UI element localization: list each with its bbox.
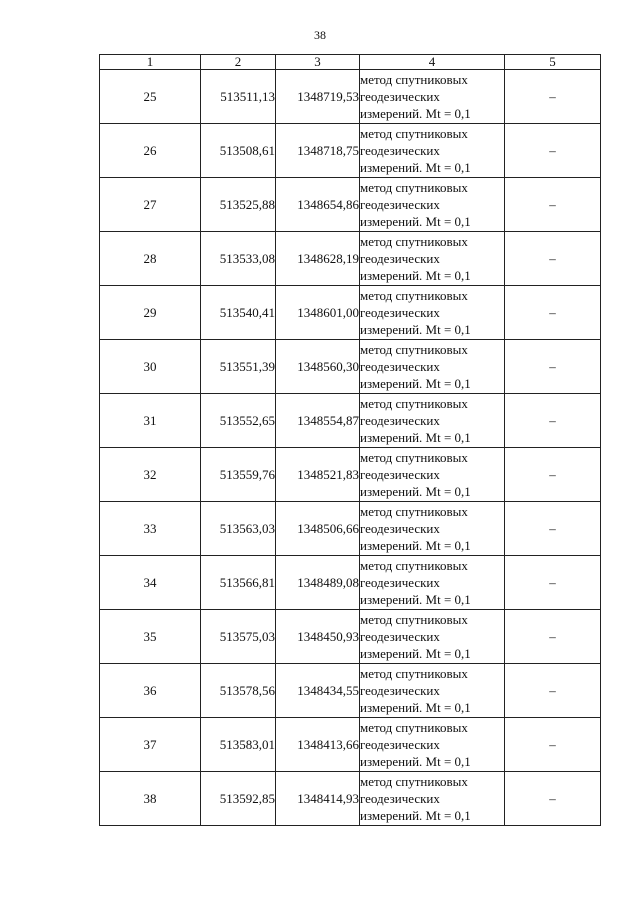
method-line-2: геодезических [360,791,440,806]
coordinate-y: 1348601,00 [276,286,360,340]
note-dash: – [505,718,601,772]
table-row [100,664,601,718]
point-number: 25 [100,70,201,124]
method-description [360,556,505,610]
header-col-4: 4 [360,55,505,70]
point-number: 30 [100,340,201,394]
note-dash: – [505,286,601,340]
coordinate-x: 513533,08 [201,232,276,286]
method-line-3: измерений. Mt = 0,1 [360,322,471,337]
coordinate-y: 1348628,19 [276,232,360,286]
method-line-2: геодезических [360,737,440,752]
method-line-1: метод спутниковых [360,720,468,735]
coordinate-y: 1348489,08 [276,556,360,610]
table-body [100,70,601,826]
method-description [360,178,505,232]
note-dash: – [505,340,601,394]
point-number: 35 [100,610,201,664]
table-row [100,448,601,502]
header-col-2: 2 [201,55,276,70]
note-dash: – [505,556,601,610]
table-row [100,718,601,772]
method-line-2: геодезических [360,683,440,698]
coordinate-y: 1348654,86 [276,178,360,232]
method-line-1: метод спутниковых [360,774,468,789]
method-line-3: измерений. Mt = 0,1 [360,808,471,823]
method-line-2: геодезических [360,89,440,104]
method-line-2: геодезических [360,143,440,158]
method-line-3: измерений. Mt = 0,1 [360,430,471,445]
method-line-1: метод спутниковых [360,288,468,303]
note-dash: – [505,610,601,664]
coordinate-y: 1348554,87 [276,394,360,448]
note-dash: – [505,772,601,826]
method-description [360,70,505,124]
coordinate-x: 513592,85 [201,772,276,826]
method-line-1: метод спутниковых [360,342,468,357]
method-description [360,610,505,664]
point-number: 32 [100,448,201,502]
table-row [100,502,601,556]
method-line-1: метод спутниковых [360,396,468,411]
table-row [100,124,601,178]
table-header [100,55,601,70]
method-description [360,286,505,340]
point-number: 26 [100,124,201,178]
method-line-2: геодезических [360,197,440,212]
method-line-1: метод спутниковых [360,450,468,465]
note-dash: – [505,70,601,124]
coordinate-x: 513511,13 [201,70,276,124]
method-line-3: измерений. Mt = 0,1 [360,214,471,229]
coordinate-x: 513525,88 [201,178,276,232]
method-line-3: измерений. Mt = 0,1 [360,160,471,175]
table-row [100,178,601,232]
note-dash: – [505,394,601,448]
point-number: 37 [100,718,201,772]
coordinate-x: 513578,56 [201,664,276,718]
coordinate-x: 513551,39 [201,340,276,394]
method-line-3: измерений. Mt = 0,1 [360,592,471,607]
header-row [100,55,601,70]
header-col-3: 3 [276,55,360,70]
method-description [360,124,505,178]
note-dash: – [505,232,601,286]
method-line-3: измерений. Mt = 0,1 [360,538,471,553]
table-row [100,394,601,448]
table-row [100,70,601,124]
method-line-2: геодезических [360,359,440,374]
method-line-3: измерений. Mt = 0,1 [360,646,471,661]
point-number: 36 [100,664,201,718]
method-line-3: измерений. Mt = 0,1 [360,376,471,391]
method-line-1: метод спутниковых [360,72,468,87]
coordinate-x: 513552,65 [201,394,276,448]
table-row [100,232,601,286]
note-dash: – [505,178,601,232]
coordinate-x: 513559,76 [201,448,276,502]
note-dash: – [505,664,601,718]
table-row [100,556,601,610]
coordinate-y: 1348413,66 [276,718,360,772]
coordinate-y: 1348719,53 [276,70,360,124]
method-line-2: геодезических [360,467,440,482]
coordinate-y: 1348718,75 [276,124,360,178]
point-number: 29 [100,286,201,340]
method-line-3: измерений. Mt = 0,1 [360,484,471,499]
method-line-3: измерений. Mt = 0,1 [360,106,471,121]
coordinate-y: 1348506,66 [276,502,360,556]
method-line-1: метод спутниковых [360,666,468,681]
method-line-1: метод спутниковых [360,612,468,627]
method-line-2: геодезических [360,305,440,320]
method-description [360,718,505,772]
method-line-3: измерений. Mt = 0,1 [360,754,471,769]
method-line-1: метод спутниковых [360,234,468,249]
coordinate-y: 1348450,93 [276,610,360,664]
coordinates-table [99,54,601,826]
coordinate-y: 1348414,93 [276,772,360,826]
coordinate-x: 513583,01 [201,718,276,772]
table-row [100,286,601,340]
point-number: 27 [100,178,201,232]
table-row [100,340,601,394]
header-col-5: 5 [505,55,601,70]
note-dash: – [505,502,601,556]
method-description [360,664,505,718]
method-line-1: метод спутниковых [360,180,468,195]
point-number: 38 [100,772,201,826]
coordinate-y: 1348434,55 [276,664,360,718]
method-line-2: геодезических [360,521,440,536]
coordinate-y: 1348560,30 [276,340,360,394]
page-number: 38 [314,28,326,42]
coordinate-x: 513566,81 [201,556,276,610]
table-row [100,610,601,664]
method-line-2: геодезических [360,575,440,590]
coordinate-x: 513575,03 [201,610,276,664]
coordinate-y: 1348521,83 [276,448,360,502]
point-number: 33 [100,502,201,556]
point-number: 34 [100,556,201,610]
method-line-2: геодезических [360,629,440,644]
method-line-1: метод спутниковых [360,126,468,141]
coordinate-x: 513508,61 [201,124,276,178]
method-description [360,772,505,826]
method-line-3: измерений. Mt = 0,1 [360,700,471,715]
method-line-3: измерений. Mt = 0,1 [360,268,471,283]
method-description [360,448,505,502]
method-line-1: метод спутниковых [360,558,468,573]
method-line-2: геодезических [360,413,440,428]
method-line-2: геодезических [360,251,440,266]
method-description [360,232,505,286]
note-dash: – [505,124,601,178]
coordinate-x: 513540,41 [201,286,276,340]
method-line-1: метод спутниковых [360,504,468,519]
header-col-1: 1 [100,55,201,70]
point-number: 31 [100,394,201,448]
method-description [360,502,505,556]
note-dash: – [505,448,601,502]
table-row [100,772,601,826]
point-number: 28 [100,232,201,286]
method-description [360,394,505,448]
method-description [360,340,505,394]
coordinate-x: 513563,03 [201,502,276,556]
